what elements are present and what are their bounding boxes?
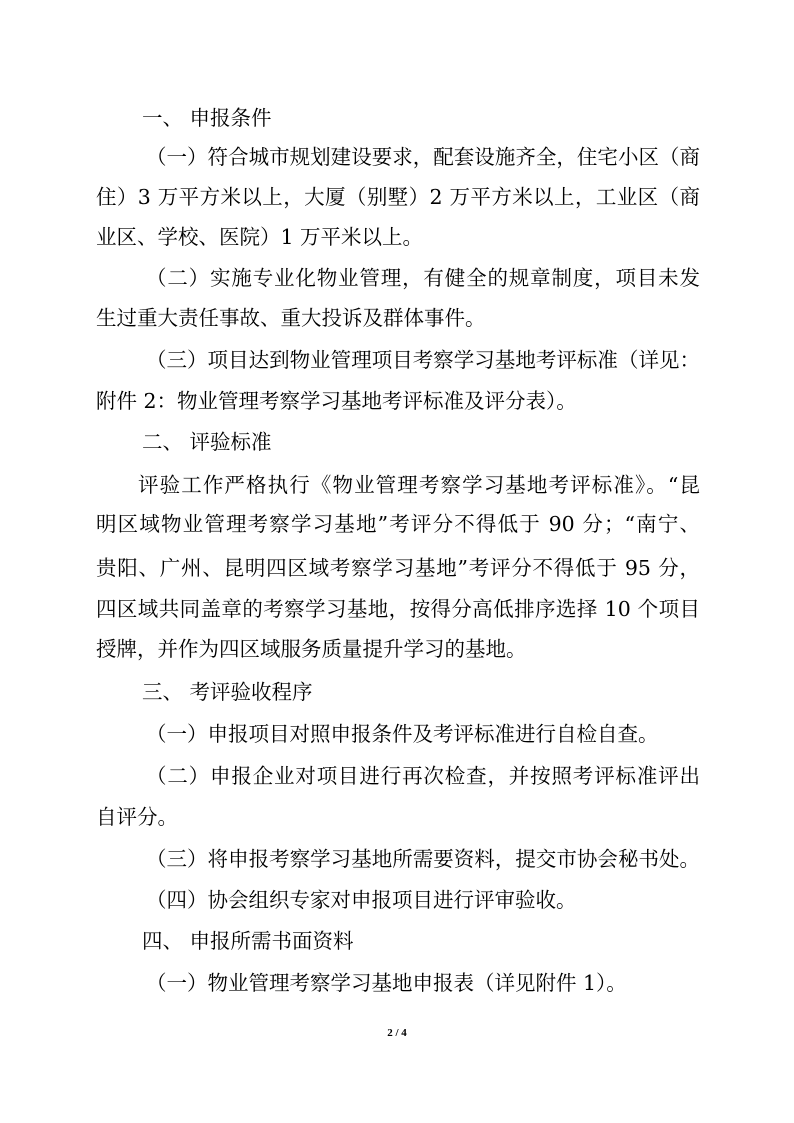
section-heading-1: 一、 申报条件: [142, 106, 272, 130]
text-line: （二）申报企业对项目进行再次检查，并按照考评标准评出: [146, 764, 700, 788]
text-line: （三）项目达到物业管理项目考察学习基地考评标准（详见：: [146, 348, 700, 372]
text-line: 业区、学校、医院）1 万平米以上。: [96, 225, 424, 249]
section-heading-3: 三、 考评验收程序: [142, 680, 313, 704]
text-line: （三）将申报考察学习基地所需要资料，提交市协会秘书处。: [146, 847, 700, 871]
text-line: （一）物业管理考察学习基地申报表（详见附件 1）。: [146, 971, 627, 995]
text-line: 明区域物业管理考察学习基地”考评分不得低于 90 分；“南宁、: [96, 512, 700, 536]
section-heading-2: 二、 评验标准: [142, 430, 272, 454]
text-line: 评验工作严格执行《物业管理考察学习基地考评标准》。“昆: [138, 473, 700, 497]
section-heading-4: 四、 申报所需书面资料: [142, 929, 354, 953]
text-line: 生过重大责任事故、重大投诉及群体事件。: [96, 306, 486, 330]
text-line: （二）实施专业化物业管理，有健全的规章制度，项目未发: [146, 266, 700, 290]
text-line: 住）3 万平方米以上，大厦（别墅）2 万平方米以上，工业区（商: [96, 185, 700, 209]
text-line: 四区域共同盖章的考察学习基地，按得分高低排序选择 10 个项目: [96, 597, 700, 621]
text-line: 自评分。: [96, 805, 178, 829]
text-line: （四）协会组织专家对申报项目进行评审验收。: [146, 888, 577, 912]
text-line: 附件 2：物业管理考察学习基地考评标准及评分表）。: [96, 389, 577, 413]
page-number: 2 / 4: [387, 1027, 407, 1039]
text-line: 贵阳、广州、昆明四区域考察学习基地”考评分不得低于 95 分，: [96, 556, 700, 580]
text-line: （一）申报项目对照申报条件及考评标准进行自检自查。: [146, 722, 659, 746]
text-line: 授牌，并作为四区域服务质量提升学习的基地。: [96, 637, 527, 661]
text-line: （一）符合城市规划建设要求，配套设施齐全，住宅小区（商: [146, 145, 700, 169]
